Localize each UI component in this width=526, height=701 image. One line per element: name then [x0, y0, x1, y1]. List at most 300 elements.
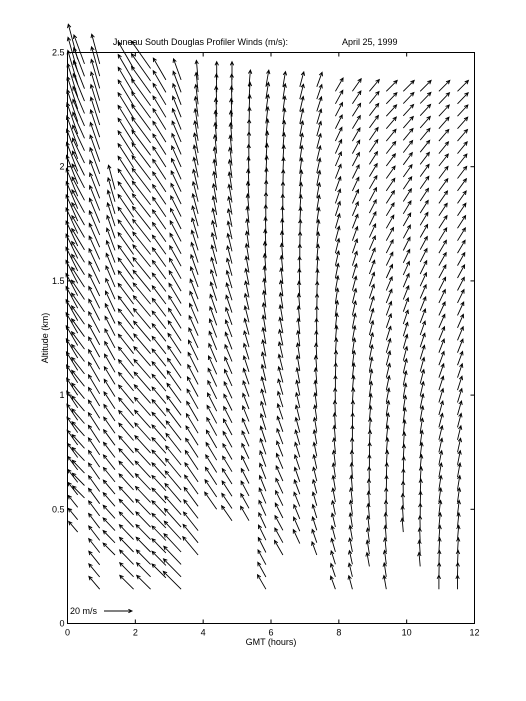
- wind-vector: [420, 394, 424, 408]
- wind-vector: [72, 435, 84, 449]
- wind-vector: [458, 179, 467, 191]
- wind-vector: [420, 128, 430, 140]
- wind-vector: [419, 491, 422, 505]
- wind-vector: [348, 576, 352, 590]
- wind-vector: [386, 154, 395, 166]
- wind-vector: [403, 153, 412, 165]
- wind-vector: [152, 476, 166, 491]
- wind-vector: [107, 190, 115, 214]
- wind-vector: [137, 563, 151, 577]
- wind-vector: [458, 277, 465, 290]
- wind-vector: [439, 352, 444, 366]
- wind-vector: [458, 476, 461, 490]
- wind-vector: [369, 176, 377, 189]
- wind-vector: [167, 383, 181, 403]
- wind-vector: [386, 228, 393, 241]
- wind-vector: [350, 488, 354, 502]
- wind-vector: [439, 265, 446, 278]
- wind-vector: [89, 299, 100, 320]
- wind-vector: [331, 526, 335, 540]
- wind-vector: [132, 156, 151, 180]
- wind-vector: [132, 92, 151, 118]
- wind-vector: [241, 481, 249, 496]
- wind-vector: [420, 80, 431, 91]
- wind-vector: [458, 142, 468, 154]
- wind-vector: [419, 479, 423, 493]
- wind-vector: [458, 216, 466, 229]
- y-tick-label: 0: [59, 618, 65, 629]
- wind-vector: [118, 144, 134, 168]
- wind-vector: [258, 538, 266, 553]
- wind-vector: [352, 91, 361, 104]
- wind-vector: [335, 90, 342, 104]
- wind-vector: [350, 438, 354, 452]
- x-tick-label: 8: [336, 627, 342, 638]
- wind-vector: [119, 525, 133, 540]
- wind-vector: [133, 258, 151, 280]
- wind-vector: [72, 460, 84, 473]
- chart-title: Juneau South Douglas Profiler Winds (m/s):: [112, 37, 288, 47]
- wind-vector: [420, 237, 427, 250]
- wind-vector: [103, 531, 115, 543]
- wind-vector: [72, 229, 85, 250]
- wind-vector: [403, 225, 410, 238]
- wind-vector: [331, 513, 335, 527]
- wind-vector: [352, 177, 358, 191]
- wind-vector: [241, 506, 249, 521]
- wind-vector: [118, 296, 133, 316]
- wind-vector: [89, 362, 100, 381]
- wind-vector: [89, 350, 100, 370]
- wind-vector: [152, 539, 166, 553]
- wind-vector: [386, 93, 397, 104]
- wind-vector: [135, 461, 150, 478]
- wind-vector: [106, 279, 115, 300]
- wind-vector: [89, 261, 100, 284]
- wind-vector: [312, 505, 317, 519]
- wind-vector: [335, 251, 339, 266]
- wind-vector: [133, 245, 151, 267]
- wind-vector: [439, 314, 445, 328]
- wind-vector: [134, 321, 151, 341]
- wind-vector: [386, 142, 395, 154]
- wind-vector: [172, 121, 181, 142]
- wind-vector: [172, 109, 181, 130]
- wind-vector: [352, 140, 359, 153]
- wind-vector: [458, 117, 468, 129]
- wind-vector: [168, 346, 181, 366]
- wind-vector: [369, 164, 377, 177]
- wind-vector: [439, 154, 448, 166]
- wind-vector: [439, 130, 449, 142]
- wind-vector: [132, 105, 151, 131]
- wind-vector: [294, 480, 300, 494]
- wind-vector: [458, 154, 467, 166]
- wind-vector: [386, 178, 395, 191]
- wind-vector: [106, 253, 115, 274]
- wind-vector: [386, 302, 392, 316]
- wind-vector: [72, 473, 84, 485]
- wind-vector: [458, 463, 462, 477]
- wind-vector: [458, 80, 469, 91]
- wind-vector: [439, 253, 446, 266]
- wind-vector: [352, 276, 357, 290]
- wind-vector: [104, 442, 116, 457]
- wind-vector: [68, 508, 77, 519]
- wind-vector: [152, 564, 166, 578]
- wind-vector: [133, 270, 151, 291]
- wind-vector: [106, 241, 115, 263]
- wind-vector: [458, 191, 467, 203]
- wind-vector: [335, 264, 339, 279]
- wind-vector: [366, 528, 369, 542]
- wind-vector: [275, 528, 283, 543]
- wind-vector: [166, 421, 181, 440]
- wind-vector: [89, 198, 99, 223]
- wind-vector: [103, 518, 115, 531]
- wind-vector: [403, 201, 411, 214]
- wind-vector: [136, 537, 150, 552]
- wind-vector: [89, 576, 100, 589]
- y-tick-label: 2.5: [51, 47, 65, 58]
- wind-vector: [188, 365, 198, 385]
- wind-vector: [169, 283, 181, 303]
- wind-vector: [167, 371, 181, 391]
- wind-vector: [153, 210, 166, 229]
- wind-vector: [403, 274, 409, 288]
- wind-vector: [191, 255, 199, 275]
- wind-vector: [403, 237, 410, 250]
- wind-vector: [89, 526, 100, 540]
- wind-vector: [403, 359, 407, 373]
- wind-vector: [67, 430, 78, 445]
- wind-vector: [386, 376, 390, 390]
- wind-vector: [72, 177, 84, 200]
- wind-vector: [439, 93, 450, 104]
- wind-vector: [385, 488, 389, 502]
- wind-vector: [386, 80, 397, 91]
- wind-vector: [386, 252, 393, 265]
- wind-vector: [439, 228, 447, 241]
- wind-vector: [133, 232, 151, 254]
- wind-vector: [89, 236, 100, 259]
- wind-vector: [369, 212, 376, 226]
- wind-vector: [294, 492, 300, 506]
- x-tick-label: 2: [132, 627, 138, 638]
- wind-vector: [103, 468, 115, 482]
- wind-vector: [169, 308, 182, 328]
- wind-vector: [119, 449, 134, 466]
- wind-vector: [334, 351, 338, 366]
- wind-vector: [312, 529, 317, 542]
- wind-vector: [133, 296, 150, 317]
- wind-vector: [456, 575, 460, 589]
- wind-vector: [68, 456, 78, 470]
- wind-vector: [458, 265, 465, 278]
- wind-vector: [118, 93, 134, 118]
- wind-vector: [222, 506, 232, 521]
- wind-vector: [386, 240, 393, 253]
- wind-vector: [402, 469, 406, 483]
- wind-vector: [72, 190, 85, 213]
- wind-vector: [330, 576, 335, 589]
- wind-vector: [420, 92, 431, 103]
- wind-vector: [386, 105, 396, 116]
- wind-vector: [242, 456, 249, 471]
- wind-vector: [420, 273, 426, 287]
- wind-vector: [118, 118, 134, 143]
- wind-vector: [189, 340, 199, 360]
- wind-vector: [439, 364, 444, 378]
- wind-vector: [403, 117, 413, 129]
- wind-vector: [386, 277, 392, 291]
- wind-vector: [133, 207, 151, 230]
- wind-vector: [153, 121, 166, 142]
- wind-vector: [312, 480, 316, 494]
- wind-vector: [403, 189, 411, 202]
- wind-vector: [118, 131, 134, 155]
- wind-vector: [386, 351, 391, 365]
- wind-vector: [439, 166, 448, 178]
- scale-key-label: 20 m/s: [70, 606, 98, 616]
- wind-vector: [420, 297, 426, 311]
- wind-vector: [136, 525, 151, 540]
- wind-vector: [90, 173, 100, 198]
- y-tick-label: 1.5: [51, 275, 65, 286]
- wind-vector: [132, 130, 151, 155]
- wind-vector: [420, 370, 424, 384]
- wind-vector: [420, 176, 429, 188]
- wind-vector: [118, 258, 133, 279]
- wind-vector: [335, 152, 341, 166]
- wind-vector: [403, 347, 407, 361]
- wind-vector: [383, 563, 387, 577]
- wind-vector: [350, 475, 354, 489]
- wind-vector: [369, 128, 378, 141]
- wind-vector: [132, 194, 150, 217]
- wind-vector: [384, 538, 388, 552]
- wind-vector: [352, 116, 360, 129]
- wind-vector: [68, 495, 78, 507]
- wind-vector: [401, 481, 405, 495]
- wind-vector: [153, 172, 166, 192]
- wind-vector: [187, 389, 198, 409]
- wind-vector: [275, 516, 283, 531]
- x-tick-label: 4: [200, 627, 206, 638]
- wind-vector: [89, 274, 100, 296]
- wind-vector: [403, 93, 414, 104]
- wind-vector: [137, 575, 151, 589]
- wind-vector: [153, 58, 166, 80]
- wind-vector: [241, 494, 249, 509]
- wind-vector: [190, 279, 198, 299]
- wind-vector: [439, 203, 447, 216]
- wind-vector: [106, 291, 116, 311]
- wind-vector: [439, 302, 445, 315]
- y-axis-label: Altitude (km): [40, 312, 50, 364]
- wind-vector: [439, 426, 443, 440]
- wind-vector: [89, 337, 100, 357]
- wind-vector: [120, 550, 134, 564]
- wind-vector: [89, 211, 100, 235]
- wind-vector: [169, 271, 181, 291]
- wind-vector: [89, 249, 100, 272]
- wind-vector: [332, 451, 336, 465]
- wind-vector: [314, 393, 317, 407]
- wind-vector: [152, 551, 166, 565]
- wind-vector: [107, 216, 115, 239]
- wind-vector: [118, 322, 133, 342]
- wind-vector: [418, 553, 422, 567]
- wind-vector: [420, 152, 429, 164]
- wind-vector: [103, 505, 115, 518]
- wind-vector: [103, 480, 115, 494]
- wind-vector: [350, 450, 354, 464]
- wind-vector: [386, 117, 396, 129]
- wind-vector: [386, 129, 396, 141]
- wind-vector: [189, 304, 198, 324]
- wind-vector: [118, 169, 134, 193]
- wind-vector: [72, 242, 85, 263]
- wind-vector: [107, 203, 115, 226]
- chart-date: April 25, 1999: [342, 37, 398, 47]
- wind-vector: [103, 543, 115, 555]
- wind-vector: [89, 287, 100, 309]
- wind-vector: [90, 160, 100, 186]
- wind-vector: [386, 191, 394, 204]
- wind-vector: [133, 283, 150, 304]
- wind-vector: [189, 316, 198, 336]
- wind-vector: [153, 159, 166, 179]
- wind-vector: [172, 146, 182, 167]
- wind-vector: [386, 203, 394, 216]
- wind-vector: [171, 208, 182, 229]
- wind-vector: [170, 246, 181, 266]
- wind-vector: [458, 426, 462, 440]
- wind-vector: [418, 528, 421, 542]
- wind-vector: [368, 443, 372, 457]
- scale-key-arrow: [104, 609, 132, 612]
- wind-vector: [132, 118, 151, 143]
- wind-vector: [173, 84, 182, 105]
- wind-vector: [386, 265, 392, 279]
- wind-vector: [352, 79, 361, 92]
- wind-vector: [276, 491, 283, 506]
- wind-vector: [187, 377, 198, 397]
- x-tick-label: 12: [469, 627, 480, 638]
- wind-vector: [171, 183, 181, 204]
- wind-vector: [369, 188, 376, 201]
- wind-vector: [458, 130, 468, 142]
- wind-vector: [152, 387, 166, 404]
- wind-vector: [118, 182, 134, 205]
- wind-vector: [68, 482, 78, 494]
- wind-vector: [384, 500, 387, 514]
- wind-vector: [420, 261, 427, 274]
- wind-vector: [438, 550, 441, 564]
- wind-vector: [437, 563, 440, 577]
- wind-vector: [350, 463, 353, 477]
- wind-vector: [403, 80, 414, 91]
- wind-vector: [258, 562, 266, 577]
- wind-vector: [120, 537, 134, 552]
- wind-vector: [72, 254, 85, 274]
- wind-vector: [369, 92, 379, 104]
- wind-vector: [258, 550, 266, 565]
- wind-vector: [420, 116, 430, 128]
- wind-vector: [72, 164, 84, 188]
- wind-vector: [458, 203, 466, 216]
- wind-vector: [368, 455, 371, 469]
- wind-vector: [72, 396, 85, 411]
- wind-vector: [171, 171, 181, 192]
- wind-vector: [369, 104, 378, 116]
- wind-vector: [420, 249, 427, 262]
- wind-vector: [118, 309, 133, 329]
- wind-vector: [72, 422, 85, 436]
- wind-vector: [369, 200, 376, 213]
- wind-vector: [335, 127, 342, 141]
- wind-vector: [369, 152, 377, 165]
- wind-vector: [132, 79, 151, 106]
- wind-vector: [456, 550, 460, 564]
- wind-vector: [352, 202, 358, 216]
- y-tick-label: 2: [59, 161, 65, 172]
- wind-vector: [403, 383, 407, 397]
- wind-vector: [118, 156, 134, 180]
- wind-vector: [133, 219, 151, 242]
- wind-vector: [168, 358, 182, 378]
- wind-vector: [369, 116, 378, 128]
- wind-vector: [72, 448, 84, 461]
- wind-vector: [131, 54, 150, 81]
- wind-vector: [439, 117, 449, 129]
- wind-vector: [367, 516, 371, 530]
- wind-vector: [366, 553, 370, 567]
- wind-vector: [258, 575, 266, 590]
- x-axis-label: GMT (hours): [245, 637, 297, 647]
- wind-vector: [106, 228, 115, 250]
- wind-vector: [69, 521, 78, 532]
- wind-vector: [351, 413, 355, 427]
- wind-vector: [275, 503, 283, 518]
- wind-vector: [108, 165, 115, 189]
- wind-vector: [351, 425, 354, 440]
- wind-vector: [369, 140, 377, 153]
- y-tick-label: 1: [59, 390, 65, 401]
- wind-vector: [403, 371, 407, 385]
- wind-vector: [439, 463, 443, 477]
- wind-vector: [420, 188, 428, 201]
- wind-vector: [458, 364, 463, 378]
- wind-vector: [348, 551, 352, 565]
- wind-vector: [420, 382, 424, 396]
- wind-vector: [369, 248, 375, 262]
- wind-vector: [188, 352, 198, 372]
- wind-vector: [334, 388, 337, 403]
- wind-vector: [189, 328, 198, 348]
- wind-vector: [103, 455, 115, 470]
- wind-vector: [294, 517, 300, 531]
- wind-vector: [152, 488, 166, 503]
- wind-vector: [119, 512, 133, 527]
- wind-vector: [173, 71, 181, 92]
- wind-vector: [89, 514, 100, 529]
- wind-vector: [191, 243, 198, 263]
- wind-vector: [317, 158, 321, 173]
- wind-vector: [106, 266, 115, 287]
- wind-vector: [72, 267, 85, 287]
